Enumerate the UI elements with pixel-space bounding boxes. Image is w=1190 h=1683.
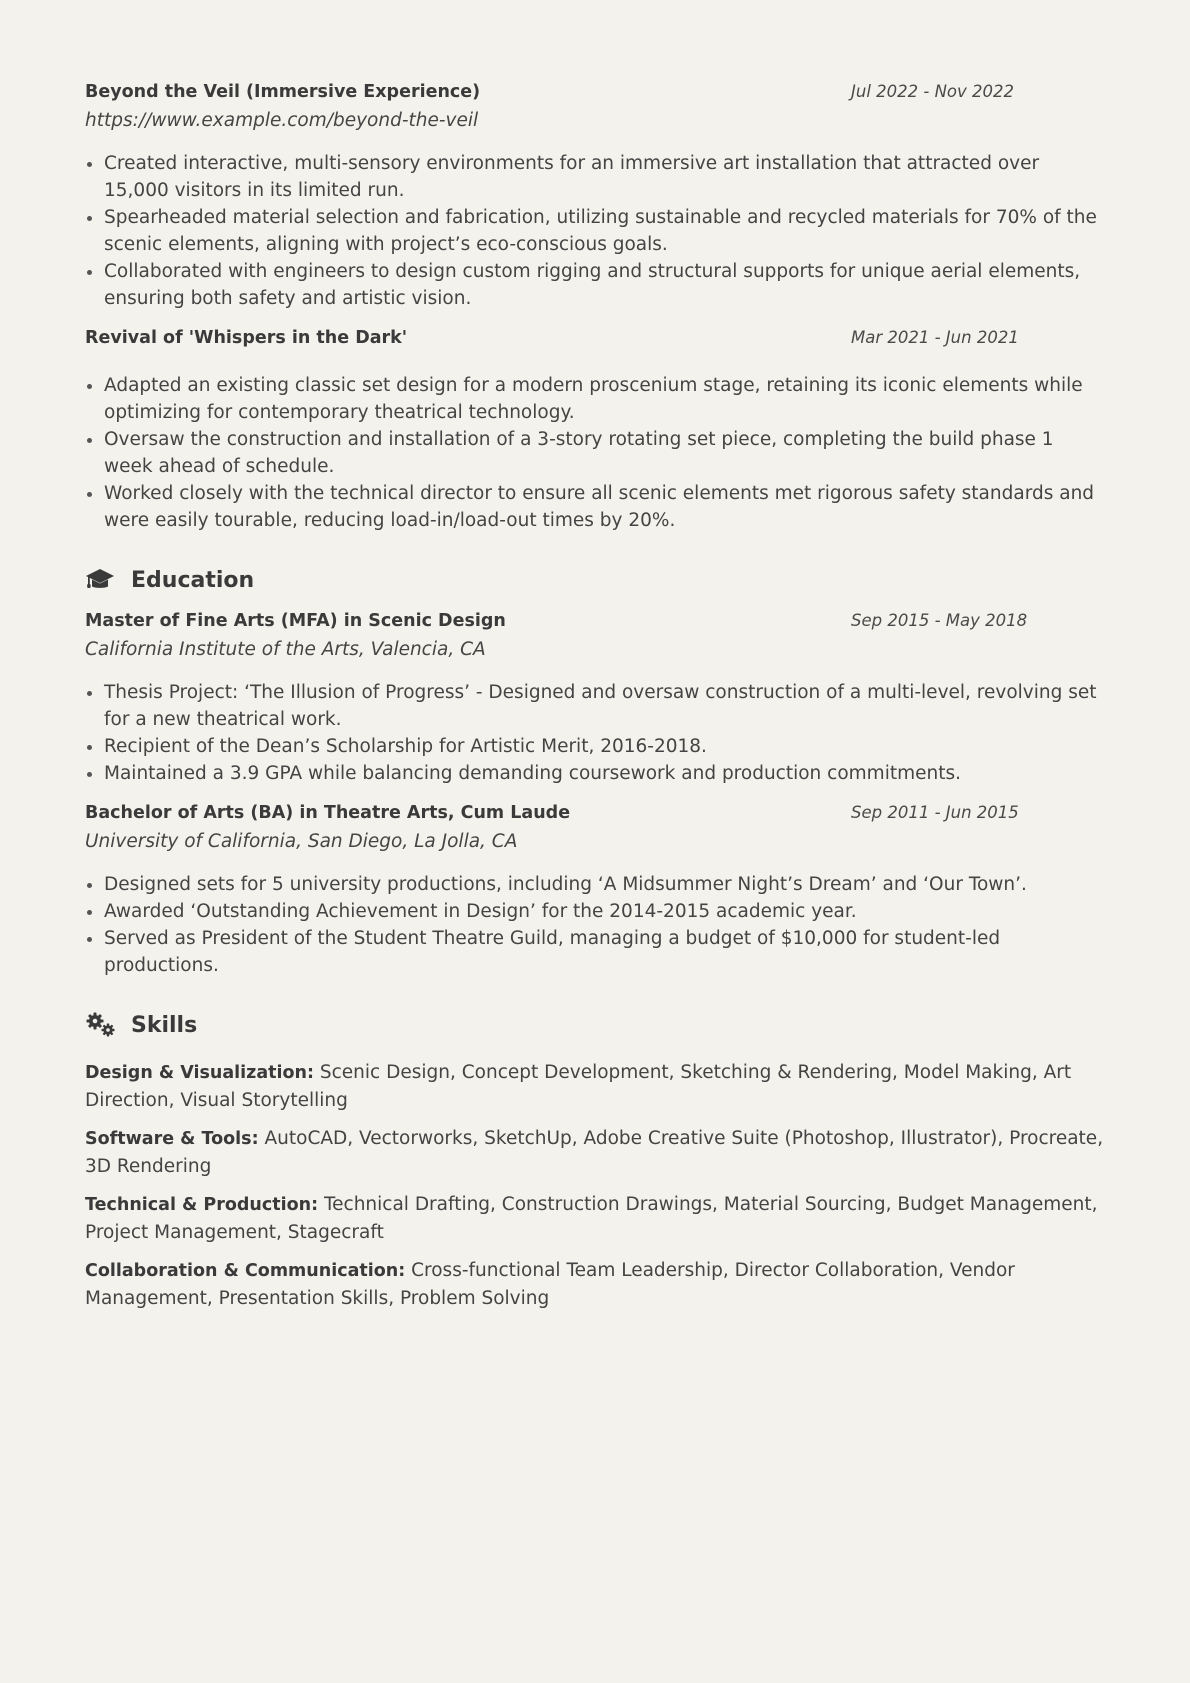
skill-group-text: Technical Drafting, Construction Drawings, Material Sourcing, Budget Management, Project Management, Stagecraft [85,1194,1098,1243]
project-header [85,324,1105,354]
list-item: Spearheaded material selection and fabrication, utilizing sustainable and recycled materials for 70% of the scenic elements, aligning with project’s eco-conscious goals. [85,204,1105,258]
education-date: Sep 2015 - May 2018 [851,611,1028,630]
degree-title: Master of Fine Arts (MFA) in Scenic Design [85,611,506,631]
education-bullets [85,871,1105,979]
education-section [85,564,1105,979]
project-bullets [85,150,1105,312]
skill-group-text: AutoCAD, Vectorworks, SketchUp, Adobe Creative Suite (Photoshop, Illustrator), Procreate, 3D Rendering [85,1128,1104,1177]
list-item: Created interactive, multi-sensory environments for an immersive art installation that attracted over 15,000 visitors in its limited run. [85,150,1105,204]
education-header [85,799,1105,829]
skills-list [85,1059,1105,1312]
skill-group-label: Collaboration & Communication: [85,1261,406,1281]
skills-section [85,1009,1105,1312]
skill-group-label: Technical & Production: [85,1195,319,1215]
skill-group-label: Design & Visualization: [85,1063,314,1083]
gears-icon [85,1009,117,1041]
list-item: Designed sets for 5 university productions, including ‘A Midsummer Night’s Dream’ and ‘Our Town’. [85,871,1105,898]
section-title: Education [131,567,255,593]
section-title: Skills [131,1012,198,1038]
list-item: Served as President of the Student Theatre Guild, managing a budget of $10,000 for student-led productions. [85,925,1105,979]
education-date: Sep 2011 - Jun 2015 [851,803,1019,822]
project-entry [85,78,1105,312]
school-name: California Institute of the Arts, Valencia, CA [85,639,486,660]
project-url-link[interactable]: https://www.example.com/beyond-the-veil [85,110,479,131]
education-bullets [85,679,1105,787]
list-item: Maintained a 3.9 GPA while balancing demanding coursework and production commitments. [85,760,1105,787]
section-heading [85,564,1105,596]
skill-group-text: Scenic Design, Concept Development, Sketching & Rendering, Model Making, Art Direction, Visual Storytelling [85,1062,1072,1111]
skill-group-text: Cross-functional Team Leadership, Director Collaboration, Vendor Management, Presentation Skills, Problem Solving [85,1260,1015,1309]
skill-group [85,1191,1105,1246]
education-entry [85,607,1105,787]
list-item: Collaborated with engineers to design custom rigging and structural supports for unique aerial elements, ensuring both safety and artistic vision. [85,258,1105,312]
skill-group-label: Software & Tools: [85,1129,259,1149]
project-title: Beyond the Veil (Immersive Experience) [85,82,481,102]
skill-group [85,1059,1105,1114]
education-entry [85,799,1105,979]
project-date: Jul 2022 - Nov 2022 [851,82,1015,101]
project-bullets [85,372,1105,534]
list-item: Recipient of the Dean’s Scholarship for Artistic Merit, 2016-2018. [85,733,1105,760]
section-heading [85,1009,1105,1041]
project-header [85,78,1105,108]
list-item: Worked closely with the technical director to ensure all scenic elements met rigorous safety standards and were easily tourable, reducing load-in/load-out times by 20%. [85,480,1105,534]
graduation-cap-icon [85,564,117,596]
skill-group [85,1125,1105,1180]
list-item: Oversaw the construction and installation of a 3-story rotating set piece, completing the build phase 1 week ahead of schedule. [85,426,1105,480]
degree-title: Bachelor of Arts (BA) in Theatre Arts, Cum Laude [85,803,571,823]
skill-group [85,1257,1105,1312]
list-item: Adapted an existing classic set design for a modern proscenium stage, retaining its iconic elements while optimizing for contemporary theatrical technology. [85,372,1105,426]
school-name: University of California, San Diego, La Jolla, CA [85,831,518,852]
list-item: Thesis Project: ‘The Illusion of Progress’ - Designed and oversaw construction of a multi-level, revolving set for a new theatrical work. [85,679,1105,733]
education-header [85,607,1105,637]
list-item: Awarded ‘Outstanding Achievement in Design’ for the 2014-2015 academic year. [85,898,1105,925]
project-title: Revival of 'Whispers in the Dark' [85,328,408,348]
project-entry [85,324,1105,534]
project-date: Mar 2021 - Jun 2021 [851,328,1019,347]
